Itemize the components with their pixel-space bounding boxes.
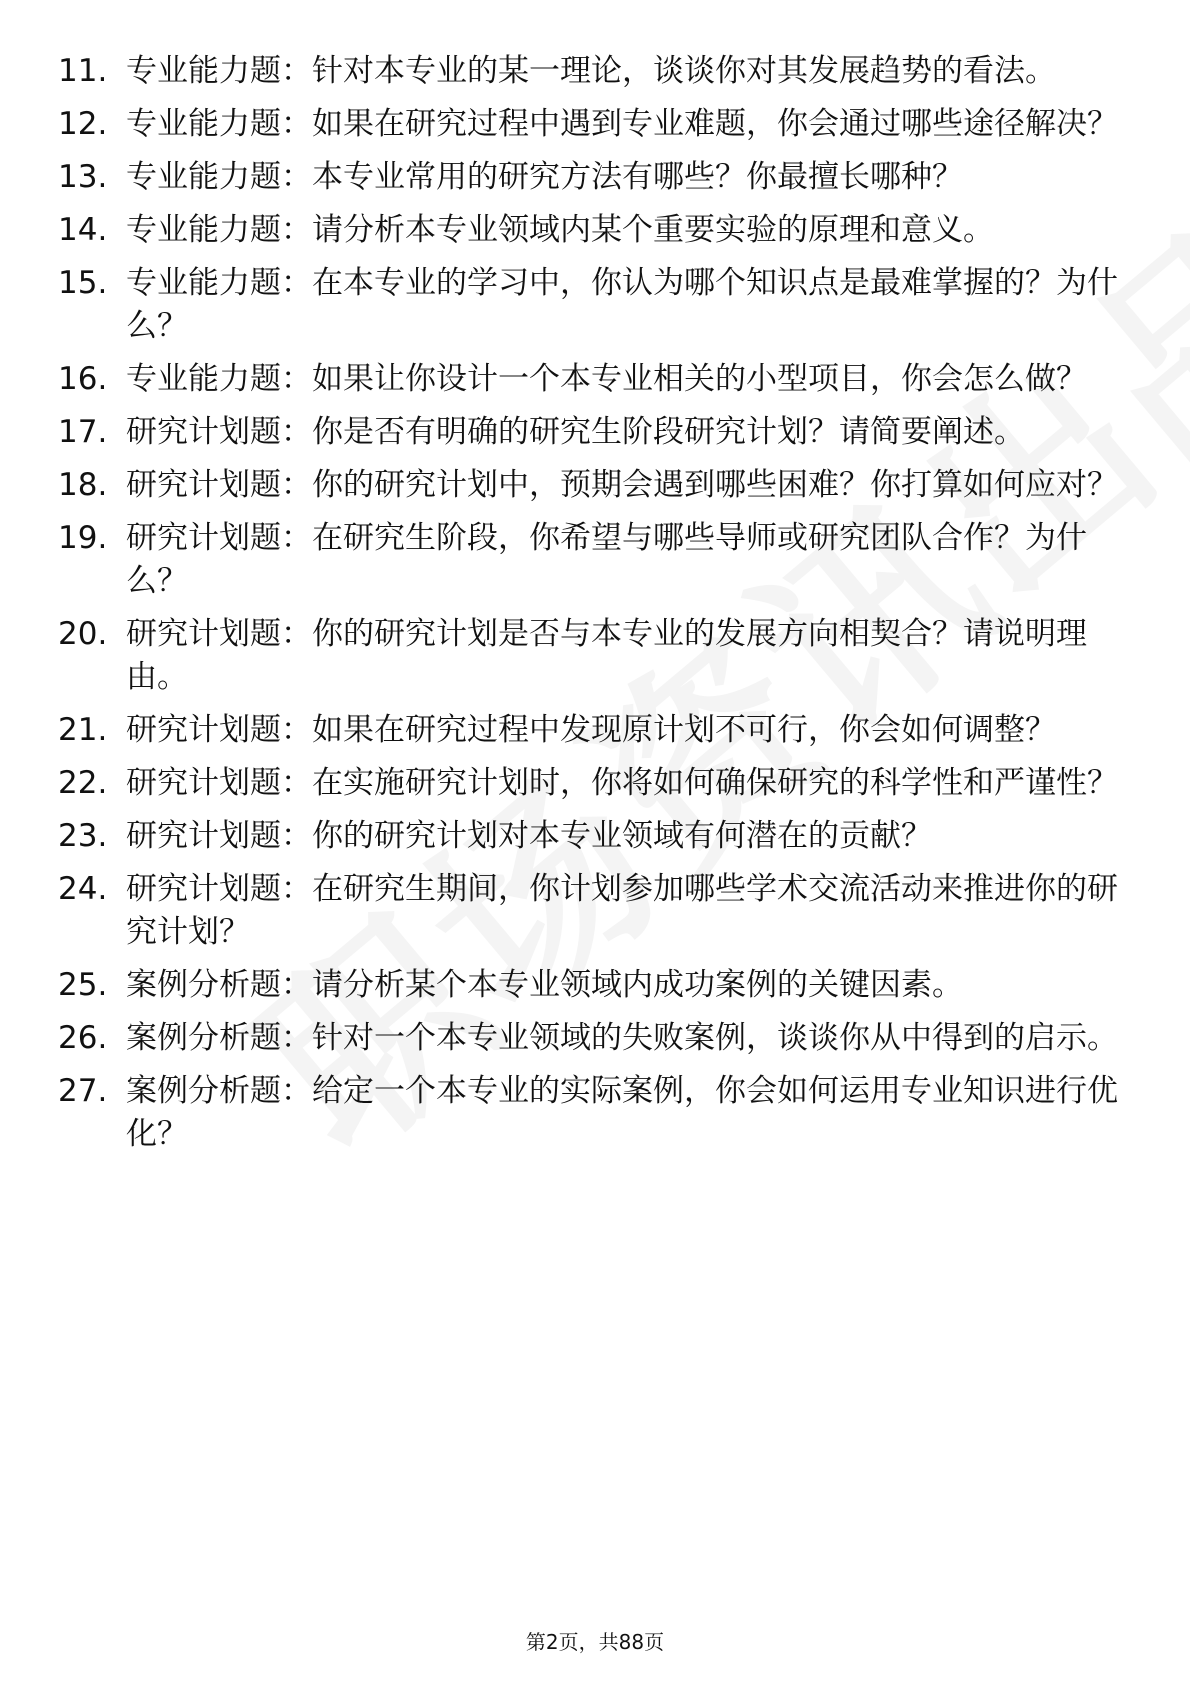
list-item	[58, 517, 1118, 603]
item-text: 请分析本专业领域内某个重要实验的原理和意义。	[312, 212, 994, 248]
item-number: 25.	[58, 967, 108, 1003]
item-text: 请分析某个本专业领域内成功案例的关键因素。	[312, 967, 963, 1003]
item-text: 如果让你设计一个本专业相关的小型项目，你会怎么做？	[312, 361, 1087, 397]
item-category: 专业能力题：	[126, 106, 312, 142]
item-number: 20.	[58, 616, 108, 652]
list-item	[58, 1017, 1118, 1060]
item-number: 14.	[58, 212, 108, 248]
item-category: 研究计划题：	[126, 871, 312, 907]
item-category: 案例分析题：	[126, 1020, 312, 1056]
item-category: 案例分析题：	[126, 1073, 312, 1109]
list-item	[58, 709, 1118, 752]
item-category: 研究计划题：	[126, 765, 312, 801]
item-number: 15.	[58, 265, 108, 301]
item-text: 你的研究计划中，预期会遇到哪些困难？你打算如何应对？	[312, 467, 1118, 503]
item-number: 21.	[58, 712, 108, 748]
item-category: 专业能力题：	[126, 53, 312, 89]
page-footer: 第2页，共88页	[525, 1630, 665, 1654]
list-item	[58, 50, 1118, 93]
item-text: 在研究生阶段，你希望与哪些导师或研究团队合作？为什么？	[126, 520, 1087, 599]
list-item	[58, 815, 1118, 858]
item-text: 在研究生期间，你计划参加哪些学术交流活动来推进你的研究计划？	[126, 871, 1118, 950]
item-number: 17.	[58, 414, 108, 450]
list-item	[58, 103, 1118, 146]
item-number: 16.	[58, 361, 108, 397]
item-number: 26.	[58, 1020, 108, 1056]
item-number: 24.	[58, 871, 108, 907]
list-item	[58, 411, 1118, 454]
item-number: 23.	[58, 818, 108, 854]
item-text: 给定一个本专业的实际案例，你会如何运用专业知识进行优化？	[126, 1073, 1118, 1152]
item-number: 11.	[58, 53, 108, 89]
item-category: 研究计划题：	[126, 818, 312, 854]
item-text: 针对本专业的某一理论，谈谈你对其发展趋势的看法。	[312, 53, 1056, 89]
item-number: 18.	[58, 467, 108, 503]
item-number: 27.	[58, 1073, 108, 1109]
item-text: 你的研究计划是否与本专业的发展方向相契合？请说明理由。	[126, 616, 1087, 695]
list-item	[58, 868, 1118, 954]
item-category: 专业能力题：	[126, 159, 312, 195]
item-text: 如果在研究过程中发现原计划不可行，你会如何调整？	[312, 712, 1056, 748]
list-item	[58, 209, 1118, 252]
item-number: 19.	[58, 520, 108, 556]
item-text: 在本专业的学习中，你认为哪个知识点是最难掌握的？为什么？	[126, 265, 1118, 344]
list-item	[58, 358, 1118, 401]
list-item	[58, 613, 1118, 699]
item-category: 专业能力题：	[126, 212, 312, 248]
item-text: 你的研究计划对本专业领域有何潜在的贡献？	[312, 818, 932, 854]
item-text: 你是否有明确的研究生阶段研究计划？请简要阐述。	[312, 414, 1025, 450]
item-number: 12.	[58, 106, 108, 142]
item-category: 研究计划题：	[126, 414, 312, 450]
item-category: 专业能力题：	[126, 361, 312, 397]
item-text: 在实施研究计划时，你将如何确保研究的科学性和严谨性？	[312, 765, 1118, 801]
list-item	[58, 762, 1118, 805]
list-item	[58, 156, 1118, 199]
list-item	[58, 262, 1118, 348]
item-text: 本专业常用的研究方法有哪些？你最擅长哪种？	[312, 159, 963, 195]
item-category: 研究计划题：	[126, 467, 312, 503]
item-number: 22.	[58, 765, 108, 801]
item-text: 如果在研究过程中遇到专业难题，你会通过哪些途径解决？	[312, 106, 1118, 142]
item-text: 针对一个本专业领域的失败案例，谈谈你从中得到的启示。	[312, 1020, 1118, 1056]
question-list	[58, 50, 1118, 1166]
item-category: 研究计划题：	[126, 616, 312, 652]
list-item	[58, 964, 1118, 1007]
item-category: 专业能力题：	[126, 265, 312, 301]
list-item	[58, 464, 1118, 507]
item-category: 研究计划题：	[126, 520, 312, 556]
item-number: 13.	[58, 159, 108, 195]
list-item	[58, 1070, 1118, 1156]
item-category: 案例分析题：	[126, 967, 312, 1003]
item-category: 研究计划题：	[126, 712, 312, 748]
